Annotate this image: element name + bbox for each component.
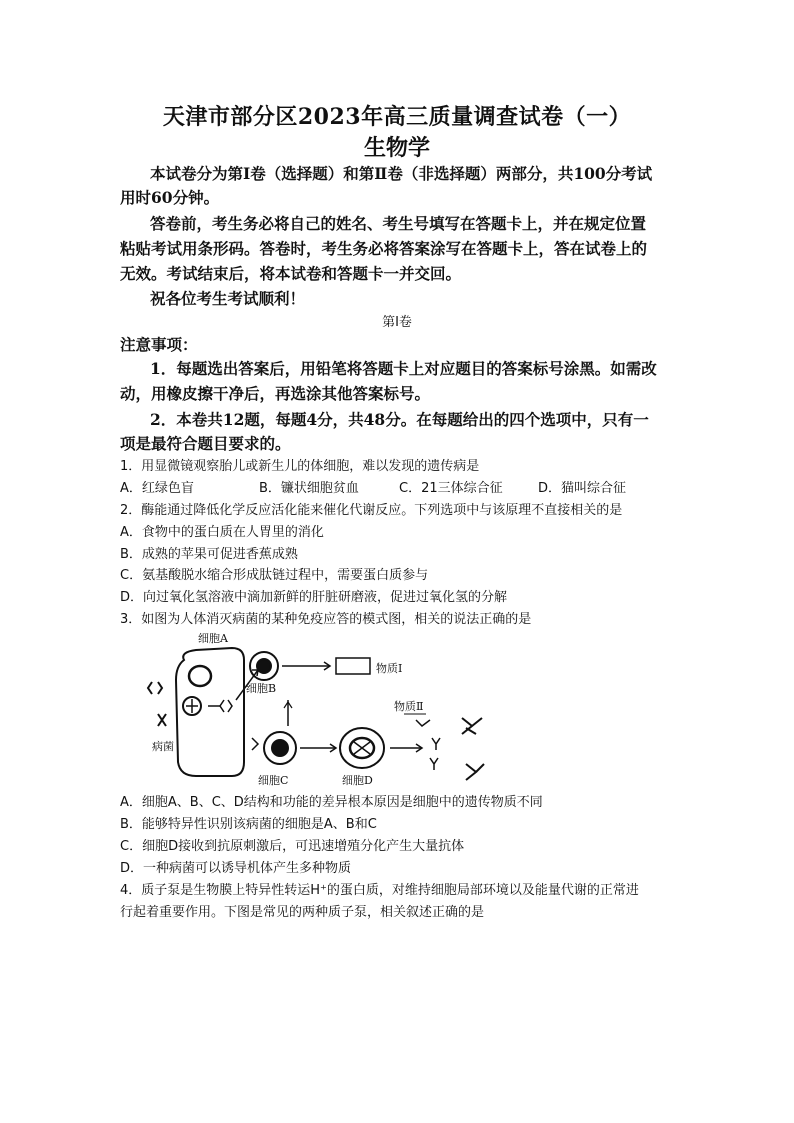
intro-p1-line2: 用时60分钟。 [120,188,220,207]
q2-option-b: B．成熟的苹果可促进香蕉成熟 [120,547,298,562]
label-substance-1: 物质Ⅰ [376,662,403,675]
q3-option-c: C．细胞D接收到抗原刺激后，可迅速增殖分化产生大量抗体 [120,839,465,854]
complex-icon [466,764,484,780]
q3-option-b: B．能够特异性识别该病菌的细胞是A、B和C [120,817,377,832]
q1-option-c: C．21三体综合征 [399,481,503,496]
q1-option-a: A．红绿色盲 [120,481,194,496]
intro-wish: 祝各位考生考试顺利！ [150,289,306,308]
q2-stem: 2．酶能通过降低化学反应活化能来催化代谢反应。下列选项中与该原理不直接相关的是 [120,503,623,518]
q1-option-b: B．镰状细胞贫血 [259,481,359,496]
notice-heading: 注意事项： [120,335,198,354]
antibody-icon [430,758,438,770]
q4-stem-line2: 行起着重要作用。下图是常见的两种质子泵，相关叙述正确的是 [120,905,485,920]
notice-1-line2: 动，用橡皮擦干净后，再选涂其他答案标号。 [120,384,431,403]
q3-stem: 3．如图为人体消灭病菌的某种免疫应答的模式图，相关的说法正确的是 [120,612,532,627]
pathogen-left-icon [148,682,162,694]
q1-option-d: D．猫叫综合征 [538,481,627,496]
q3-option-d: D．一种病菌可以诱导机体产生多种物质 [120,861,352,876]
pathogen-bottom-icon [158,714,166,726]
intro-p2-line2: 粘贴考试用条形码。答卷时，考生务必将答案涂写在答题卡上，答在试卷上的 [120,239,648,258]
q2-option-c: C．氨基酸脱水缩合形成肽链过程中，需要蛋白质参与 [120,568,429,583]
exam-title: 天津市部分区2023年高三质量调查试卷（一） [162,104,632,130]
q3-option-a: A．细胞A、B、C、D结构和功能的差异根本原因是细胞中的遗传物质不同 [120,795,543,810]
section-title: 第Ⅰ卷 [382,315,412,330]
q2-option-a: A．食物中的蛋白质在人胃里的消化 [120,525,324,540]
notice-1-line1: 1．每题选出答案后，用铅笔将答题卡上对应题目的答案标号涂黑。如需改 [150,359,657,378]
subject-title: 生物学 [363,135,430,161]
antibody-icon [416,720,430,726]
antibody-icon [432,738,440,750]
q2-option-d: D．向过氧化氢溶液中滴加新鲜的肝脏研磨液，促进过氧化氢的分解 [120,590,508,605]
notice-2-line2: 项是最符合题目要求的。 [120,434,291,453]
label-cell-c: 细胞C [258,774,289,787]
substance-1-box [336,658,370,674]
intro-p2-line3: 无效。考试结束后，将本试卷和答题卡一并交回。 [120,264,462,283]
q4-stem-line1: 4．质子泵是生物膜上特异性转运H⁺的蛋白质，对维持细胞局部环境以及能量代谢的正常进 [120,883,639,898]
label-pathogen: 病菌 [152,740,174,753]
complex-icon [462,718,482,734]
label-cell-b: 细胞B [246,682,277,695]
label-cell-a: 细胞A [198,632,228,645]
notice-2-line1: 2．本卷共12题，每题4分，共48分。在每题给出的四个选项中，只有一 [150,410,649,429]
intro-p1-line1: 本试卷分为第Ⅰ卷（选择题）和第Ⅱ卷（非选择题）两部分，共100分考试 [150,164,653,183]
immune-response-diagram [140,630,500,792]
label-substance-2: 物质Ⅱ [394,700,424,713]
q1-stem: 1．用显微镜观察胎儿或新生儿的体细胞，难以发现的遗传病是 [120,459,480,474]
intro-p2-line1: 答卷前，考生务必将自己的姓名、考生号填写在答题卡上，并在规定位置 [150,214,647,233]
label-cell-d: 细胞D [342,774,373,787]
cell-a-nucleus [189,666,211,686]
